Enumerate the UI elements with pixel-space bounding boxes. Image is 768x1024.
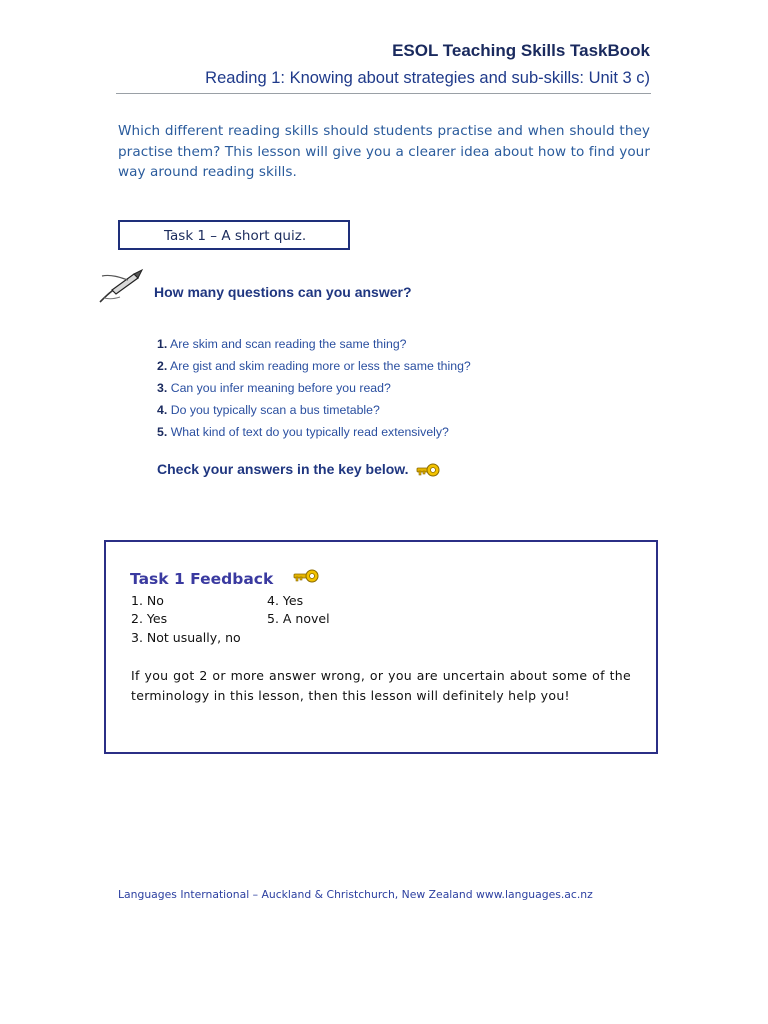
key-icon <box>293 568 319 584</box>
footer-text: Languages International – Auckland & Christchurch, New Zealand www.languages.ac.nz <box>118 888 593 901</box>
feedback-answer: 3. Not usually, no <box>131 630 241 645</box>
intro-paragraph: Which different reading skills should students practise and when should they practise them? This lesson will give you a clearer idea about how to find your way around reading skills. <box>118 123 650 180</box>
feedback-answer: 5. A novel <box>267 611 330 626</box>
feedback-title: Task 1 Feedback <box>130 570 274 588</box>
quiz-question: 2. Are gist and skim reading more or less the same thing? <box>157 359 471 373</box>
quiz-question-list <box>157 336 471 446</box>
header-divider <box>116 93 651 94</box>
key-icon <box>416 462 440 478</box>
feedback-text: If you got 2 or more answer wrong, or you are uncertain about some of the terminology in this lesson, then this lesson will definitely help you! <box>131 668 631 703</box>
task1-label-box <box>118 220 350 250</box>
feedback-answer: 4. Yes <box>267 593 304 608</box>
task1-label: Task 1 – A short quiz. <box>164 228 307 244</box>
document-title: ESOL Teaching Skills TaskBook <box>392 41 650 60</box>
feedback-answer: 2. Yes <box>131 611 168 626</box>
document-subtitle: Reading 1: Knowing about strategies and sub-skills: Unit 3 c) <box>205 69 650 87</box>
quiz-question: 1. Are skim and scan reading the same thing? <box>157 337 407 351</box>
quiz-question: 4. Do you typically scan a bus timetable? <box>157 403 380 417</box>
quiz-question: 3. Can you infer meaning before you read? <box>157 381 391 395</box>
pen-writing-icon <box>98 268 146 304</box>
quiz-question: 5. What kind of text do you typically read extensively? <box>157 425 449 439</box>
feedback-answer: 1. No <box>131 593 164 608</box>
check-answers-text: Check your answers in the key below. <box>157 461 409 477</box>
quiz-heading: How many questions can you answer? <box>154 284 412 300</box>
